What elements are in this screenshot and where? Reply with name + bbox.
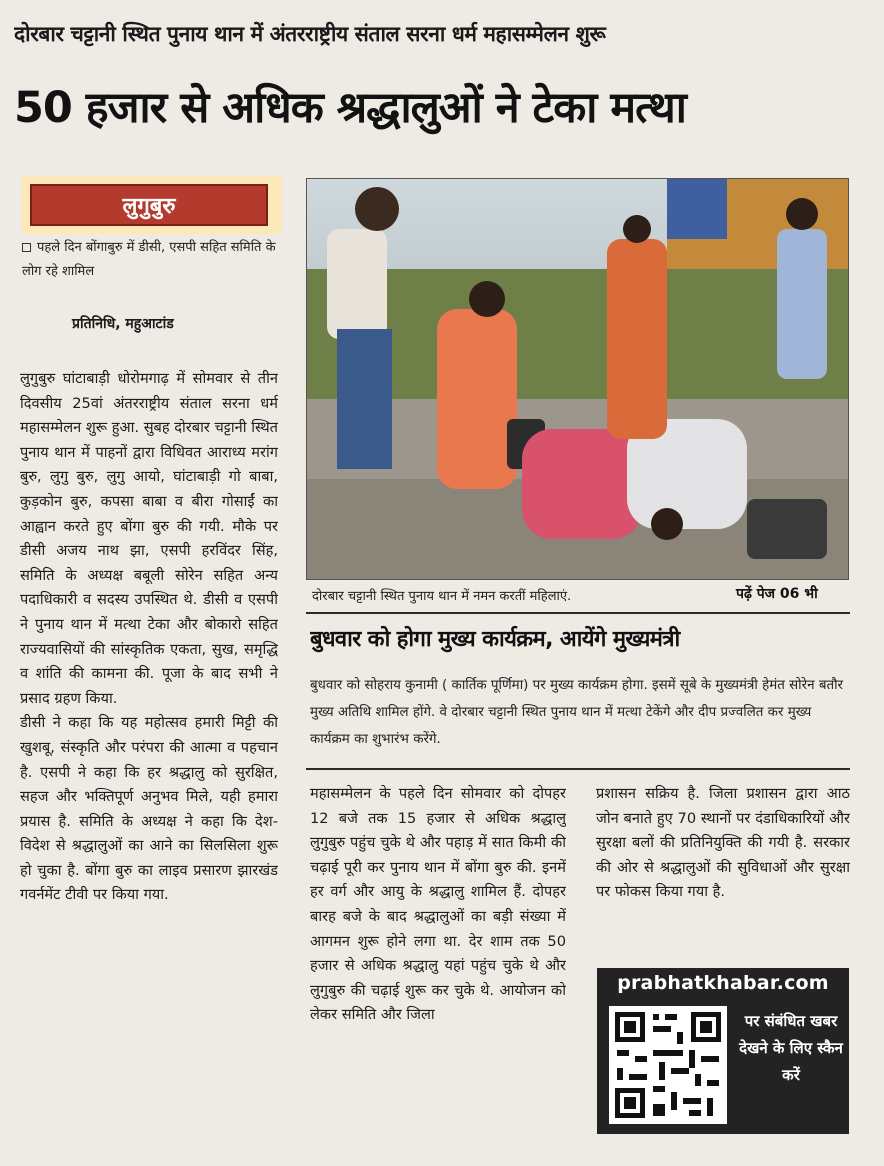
article-paragraph: डीसी ने कहा कि यह महोत्सव हमारी मिट्टी की खुशबू, संस्कृति और परंपरा की आत्मा व पहचान है. एसपी ने कहा कि हर श्रद्धालु को सुरक्षित, सहज और भक्तिपूर्ण अनुभव मिले, यही हमारा प्रयास है. समिति के अध्यक्ष ने कहा कि देश-विदेश से श्रद्धालुओं का आने का सिलसिला शुरू हो चुका है. बोंगा बुरु का लाइव प्रसारण झारखंड गवर्नमेंट टीवी पर किया गया. <box>20 714 278 904</box>
highlight-text: पहले दिन बोंगाबुरु में डीसी, एसपी सहित समिति के लोग रहे शामिल <box>22 240 276 279</box>
bullet-icon <box>22 243 31 252</box>
reporter-byline: प्रतिनिधि, महुआटांड <box>72 316 174 332</box>
promo-text: पर संबंधित खबर देखने के लिए स्कैन करें <box>739 1012 843 1084</box>
place-tag-label: लुगुबुरु <box>30 184 268 226</box>
article-paragraph: लुगुबुरु घांटाबाड़ी धोरोमगाढ़ में सोमवार से तीन दिवसीय 25वां अंतरराष्ट्रीय संताल सरना धर्म महासम्मेलन शुरू हुआ. सुबह दोरबार चट्टानी स्थित पुनाय थान में पाहनों द्वारा विधिवत आराध्य मरांग बुरु, लुगु बुरु, लुगु आयो, घांटाबाड़ी गो बाबा, कुड़कोन बुरु, कपसा बाबा व बीरा गोसाईं का आह्वान करते हुए बोंगा बुरु की गयी. मौके पर डीसी अजय नाथ झा, एसपी हरविंदर सिंह, समिति के अध्यक्ष बबूली सोरेन सहित अन्य पदाधिकारी व सदस्य उपस्थित थे. डीसी व एसपी ने पुनाय थान में मत्था टेका और बोकारो सहित राज्यवासियों की सांस्कृतिक एकता, सुख, समृद्धि व शांति की कामना की. पूजा के बाद सभी ने प्रसाद ग्रहण किया. <box>20 370 278 707</box>
news-photo <box>306 178 849 580</box>
highlight-note <box>22 236 292 284</box>
sub-headline: बुधवार को होगा मुख्य कार्यक्रम, आयेंगे मुख्यमंत्री <box>310 627 680 652</box>
place-tag <box>22 176 282 234</box>
page-reference: पढ़ें पेज 06 भी <box>736 586 818 602</box>
divider <box>306 768 850 770</box>
divider <box>306 612 850 614</box>
photo-caption: दोरबार चट्टानी स्थित पुनाय थान में नमन करतीं महिलाएं. <box>312 589 572 604</box>
article-column-3: प्रशासन सक्रिय है. जिला प्रशासन द्वारा आठ जोन बनाते हुए 70 स्थानों पर दंडाधिकारियों और सुरक्षा बलों की प्रतिनियुक्ति की गयी है. सरकार की ओर से श्रद्धालुओं की सुविधाओं और सुरक्षा पर फोकस किया गया है. <box>596 785 850 901</box>
qr-promo-box <box>597 968 849 1134</box>
article-column-2: महासम्मेलन के पहले दिन सोमवार को दोपहर 12 बजे तक 15 हजार से अधिक श्रद्धालु लुगुबुरु पहुंच चुके थे और पहाड़ में सात किमी की चढ़ाई पूरी कर पुनाय थान में बोंगा बुरु की. इनमें हर वर्ग और आयु के श्रद्धालु शामिल हैं. दोपहर बारह बजे के बाद श्रद्धालुओं का बड़ी संख्या में आगमन शुरू होने लगा था. देर शाम तक 50 हजार से अधिक श्रद्धालु यहां पहुंच चुके थे और लुगुबुरु की चढ़ाई शुरू कर चुके थे. आयोजन को लेकर समिति और जिला <box>310 785 566 1024</box>
article-column-1 <box>20 367 278 1137</box>
main-headline: 50 हजार से अधिक श्रद्धालुओं ने टेका मत्था <box>14 83 686 133</box>
photo-illustration <box>307 179 849 580</box>
sub-article-text: बुधवार को सोहराय कुनामी ( कार्तिक पूर्णिमा) पर मुख्य कार्यक्रम होगा. इसमें सूबे के मुख्यमंत्री हेमंत सोरेन बतौर मुख्य अतिथि शामिल होंगे. वे दोरबार चट्टानी स्थित पुनाय थान में मत्था टेकेंगे और दीप प्रज्वलित कर मुख्य कार्यक्रम का शुभारंभ करेंगे. <box>310 678 844 747</box>
kicker-headline: दोरबार चट्टानी स्थित पुनाय थान में अंतरराष्ट्रीय संताल सरना धर्म महासम्मेलन शुरू <box>14 22 606 46</box>
qr-code-icon <box>609 1006 727 1124</box>
promo-website: prabhatkhabar.com <box>617 972 829 994</box>
